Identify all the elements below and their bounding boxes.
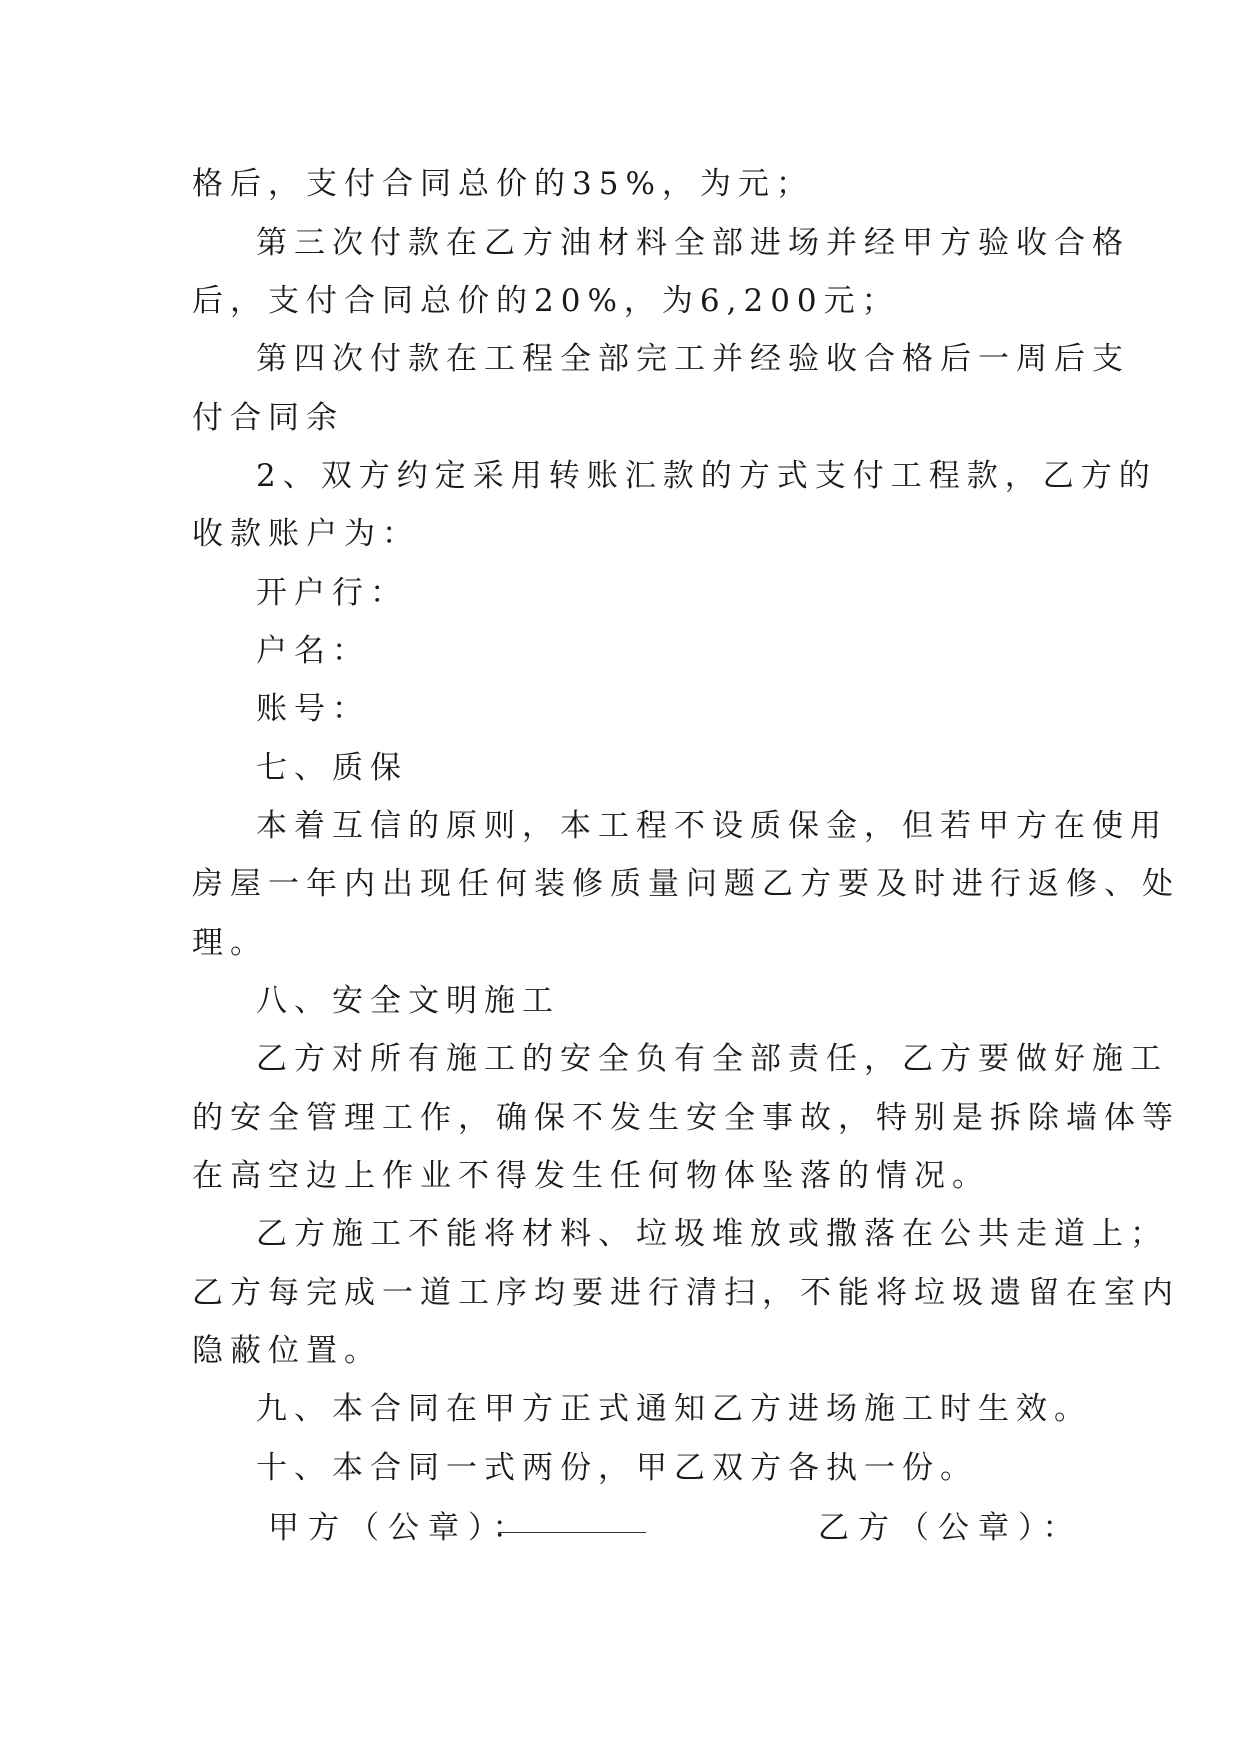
paragraph-line: 本着互信的原则，本工程不设质保金，但若甲方在使用 — [256, 808, 1168, 844]
paragraph-line: 格后，支付合同总价的35%，为元； — [192, 166, 814, 202]
paragraph-line: 房屋一年内出现任何装修质量问题乙方要及时进行返修、处 — [192, 866, 1180, 902]
party-a-signature-blank — [498, 1532, 646, 1533]
paragraph-line: 隐蔽位置。 — [192, 1333, 382, 1369]
clause-ten: 十、本合同一式两份，甲乙双方各执一份。 — [256, 1450, 978, 1486]
paragraph-line: 第三次付款在乙方油材料全部进场并经甲方验收合格 — [256, 225, 1130, 261]
paragraph-line: 的安全管理工作，确保不发生安全事故，特别是拆除墙体等 — [192, 1100, 1180, 1136]
paragraph-line: 2、双方约定采用转账汇款的方式支付工程款，乙方的 — [256, 458, 1157, 494]
account-name-label: 户名： — [256, 633, 370, 669]
bank-field-label: 开户行： — [256, 575, 408, 611]
clause-nine: 九、本合同在甲方正式通知乙方进场施工时生效。 — [256, 1391, 1092, 1427]
paragraph-line: 第四次付款在工程全部完工并经验收合格后一周后支 — [256, 341, 1130, 377]
paragraph-line: 付合同余 — [192, 400, 344, 436]
section-heading: 八、安全文明施工 — [256, 983, 560, 1019]
party-b-signature-label: 乙方（公章）： — [818, 1510, 1083, 1546]
party-a-signature-label: 甲方（公章）： — [268, 1510, 533, 1546]
account-number-label: 账号： — [256, 691, 370, 727]
paragraph-line: 乙方施工不能将材料、垃圾堆放或撒落在公共走道上； — [256, 1216, 1168, 1252]
paragraph-line: 理。 — [192, 925, 268, 961]
paragraph-line: 后，支付合同总价的20%，为6,200元； — [192, 283, 900, 319]
section-heading: 七、质保 — [256, 750, 408, 786]
paragraph-line: 在高空边上作业不得发生任何物体坠落的情况。 — [192, 1158, 990, 1194]
paragraph-line: 乙方对所有施工的安全负有全部责任，乙方要做好施工 — [256, 1041, 1168, 1077]
paragraph-line: 乙方每完成一道工序均要进行清扫，不能将垃圾遗留在室内 — [192, 1275, 1180, 1311]
paragraph-line: 收款账户为： — [192, 516, 420, 552]
